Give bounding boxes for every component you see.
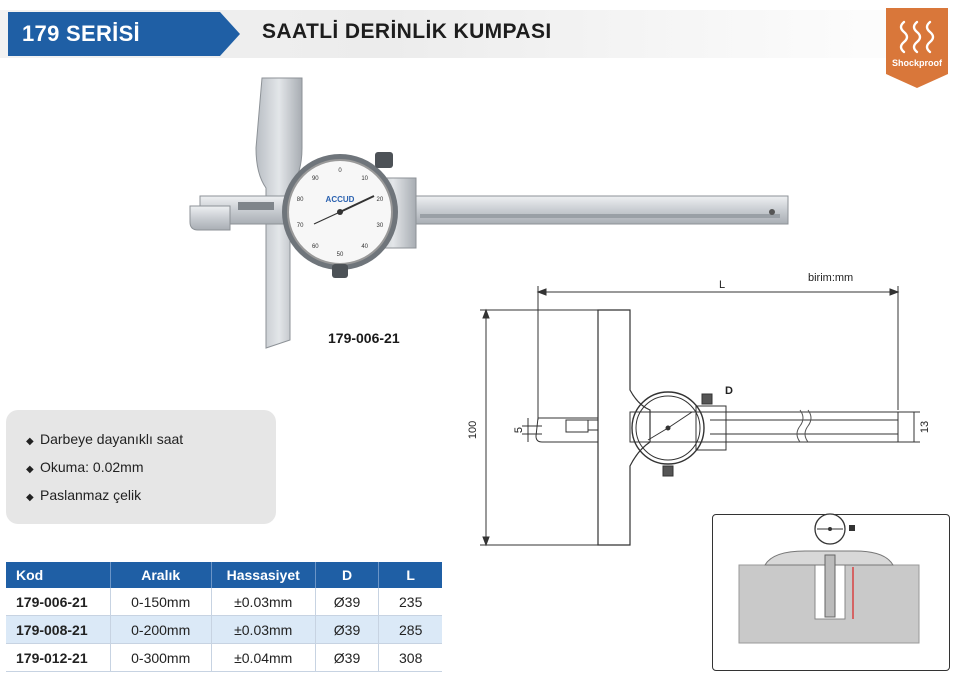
technical-drawing <box>467 270 931 555</box>
col-kod: Kod <box>6 562 110 588</box>
table-row <box>6 588 442 616</box>
dim-D: D <box>725 385 733 397</box>
cell-accuracy: ±0.04mm <box>211 644 315 672</box>
product-code: 179-006-21 <box>328 330 400 346</box>
dial-number: 40 <box>361 244 369 250</box>
feature-item: ◆ Okuma: 0.02mm <box>26 459 144 475</box>
dim-100: 100 <box>467 420 479 440</box>
cell-l: 235 <box>379 588 442 616</box>
col-l: L <box>379 562 442 588</box>
cell-d: Ø39 <box>315 616 379 644</box>
table-header-row <box>6 562 442 588</box>
cell-range: 0-300mm <box>110 644 211 672</box>
cell-l: 308 <box>379 644 442 672</box>
dim-13: 13 <box>919 420 931 434</box>
cell-accuracy: ±0.03mm <box>211 588 315 616</box>
col-aralik: Aralık <box>110 562 211 588</box>
dial-number: 60 <box>311 244 319 250</box>
cell-range: 0-200mm <box>110 616 211 644</box>
cell-accuracy: ±0.03mm <box>211 616 315 644</box>
feature-item: ◆ Paslanmaz çelik <box>26 487 142 503</box>
badge-label: Shockproof <box>891 58 942 68</box>
cell-d: Ø39 <box>315 588 379 616</box>
spec-table <box>6 562 442 672</box>
cell-code: 179-012-21 <box>6 644 110 672</box>
cell-d: Ø39 <box>315 644 379 672</box>
shockproof-badge <box>886 8 948 88</box>
page-title: SAATLİ DERİNLİK KUMPASI <box>262 20 552 43</box>
series-title: 179 SERİSİ <box>22 21 140 46</box>
features-box <box>6 410 276 524</box>
dial-number: 0 <box>338 168 342 174</box>
cell-range: 0-150mm <box>110 588 211 616</box>
col-hassasiyet: Hassasiyet <box>211 562 315 588</box>
dial-brand: ACCUD <box>325 195 355 204</box>
dial-number: 10 <box>361 176 369 182</box>
dial-number: 90 <box>311 176 319 182</box>
table-row <box>6 616 442 644</box>
dial-number: 70 <box>296 223 304 229</box>
dial-number: 50 <box>336 252 344 258</box>
dial-number: 80 <box>296 197 304 203</box>
dial-number: 20 <box>376 197 384 203</box>
dial-number: 30 <box>376 223 384 229</box>
usage-inset <box>712 514 950 671</box>
dim-L: L <box>718 279 726 291</box>
cell-code: 179-008-21 <box>6 616 110 644</box>
cell-l: 285 <box>379 616 442 644</box>
dim-5: 5 <box>513 426 525 434</box>
cell-code: 179-006-21 <box>6 588 110 616</box>
table-row <box>6 644 442 672</box>
unit-label: birim:mm <box>808 272 854 284</box>
feature-item: ◆ Darbeye dayanıklı saat <box>26 431 184 447</box>
col-d: D <box>315 562 379 588</box>
